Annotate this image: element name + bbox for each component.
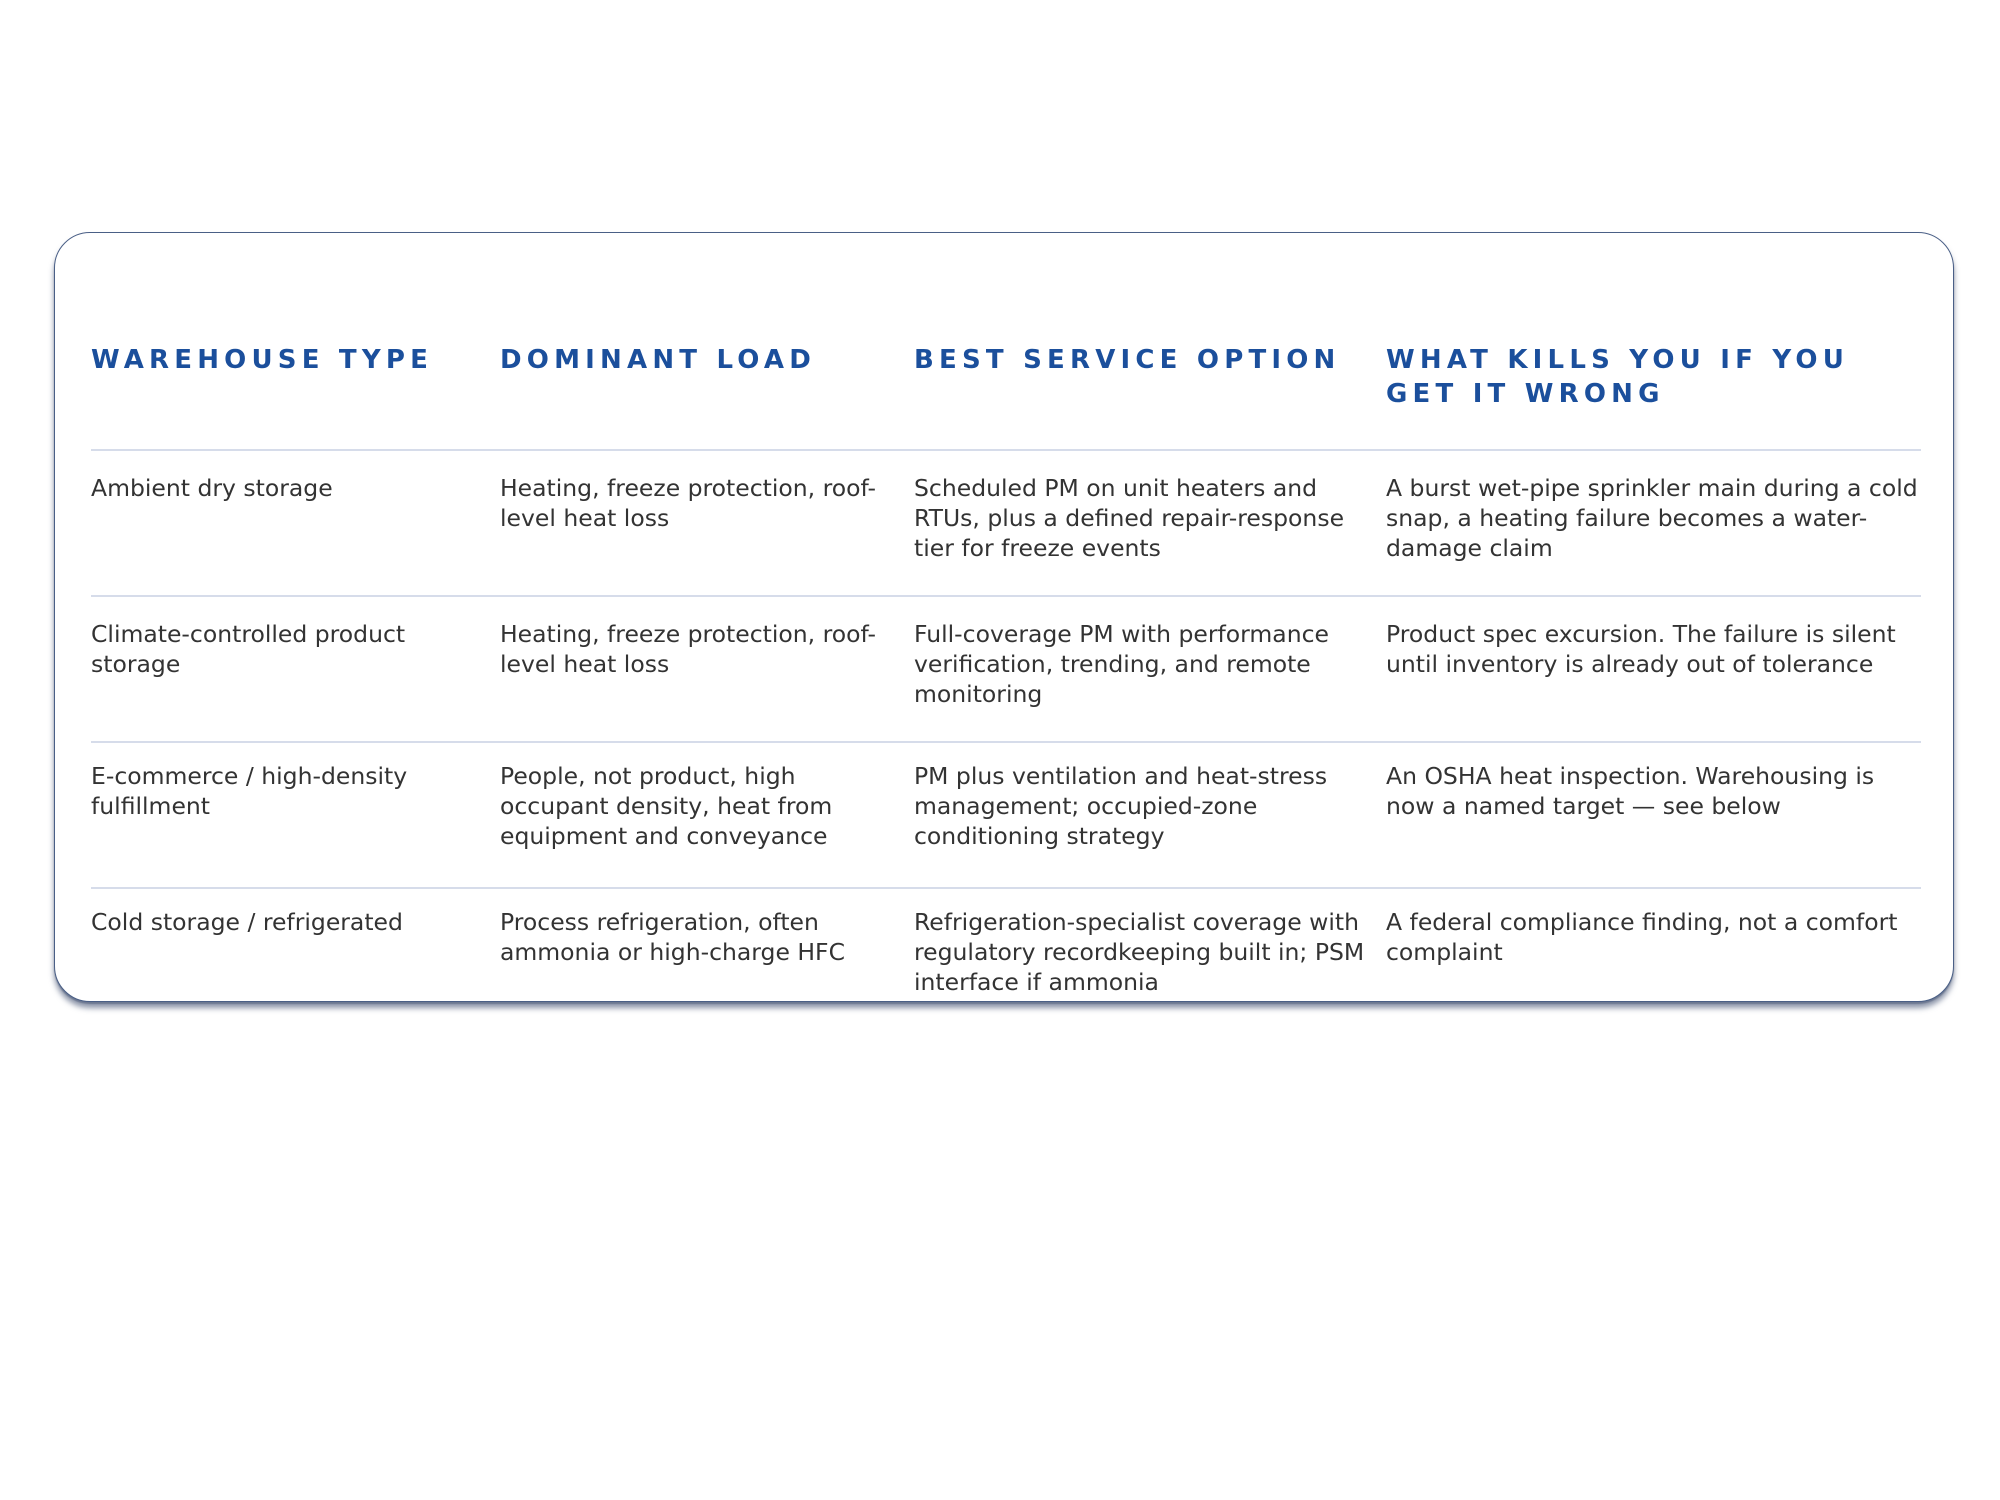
cell-dominant-load: Process refrigeration, often ammonia or high-charge HFC — [500, 908, 845, 966]
cell-best-service-option: Scheduled PM on unit heaters and RTUs, plus a defined repair-response tier for freeze events — [914, 474, 1345, 562]
cell-dominant-load: People, not product, high occupant density, heat from equipment and conveyance — [500, 762, 833, 850]
table-row — [91, 451, 1921, 597]
header-warehouse-type: WAREHOUSE TYPE — [91, 345, 434, 375]
cell-warehouse-type: Ambient dry storage — [91, 474, 333, 502]
cell-what-kills-you: An OSHA heat inspection. Warehousing is now a named target — see below — [1386, 762, 1875, 820]
cell-warehouse-type: Cold storage / refrigerated — [91, 908, 403, 936]
table-row — [91, 597, 1921, 743]
cell-warehouse-type: Climate-controlled product storage — [91, 620, 406, 678]
cell-warehouse-type: E-commerce / high-density fulfillment — [91, 762, 408, 820]
cell-best-service-option: Full-coverage PM with performance verification, trending, and remote monitoring — [914, 620, 1329, 708]
comparison-card — [54, 232, 1954, 1002]
header-dominant-load: DOMINANT LOAD — [500, 345, 817, 375]
cell-dominant-load: Heating, freeze protection, roof-level heat loss — [500, 474, 876, 532]
cell-best-service-option: Refrigeration-specialist coverage with regulatory recordkeeping built in; PSM interface if ammonia — [914, 908, 1365, 996]
cell-dominant-load: Heating, freeze protection, roof-level heat loss — [500, 620, 876, 678]
cell-what-kills-you: A federal compliance finding, not a comfort complaint — [1386, 908, 1898, 966]
table-row — [91, 743, 1921, 889]
cell-what-kills-you: Product spec excursion. The failure is silent until inventory is already out of tolerance — [1386, 620, 1896, 678]
cell-best-service-option: PM plus ventilation and heat-stress management; occupied-zone conditioning strategy — [914, 762, 1328, 850]
header-what-kills-you: WHAT KILLS YOU IF YOU GET IT WRONG — [1386, 345, 1850, 409]
header-best-service-option: BEST SERVICE OPTION — [914, 345, 1341, 375]
cell-what-kills-you: A burst wet-pipe sprinkler main during a cold snap, a heating failure becomes a water-damage claim — [1386, 474, 1918, 562]
table-header-row — [91, 343, 1921, 451]
table-row — [91, 889, 1921, 1001]
